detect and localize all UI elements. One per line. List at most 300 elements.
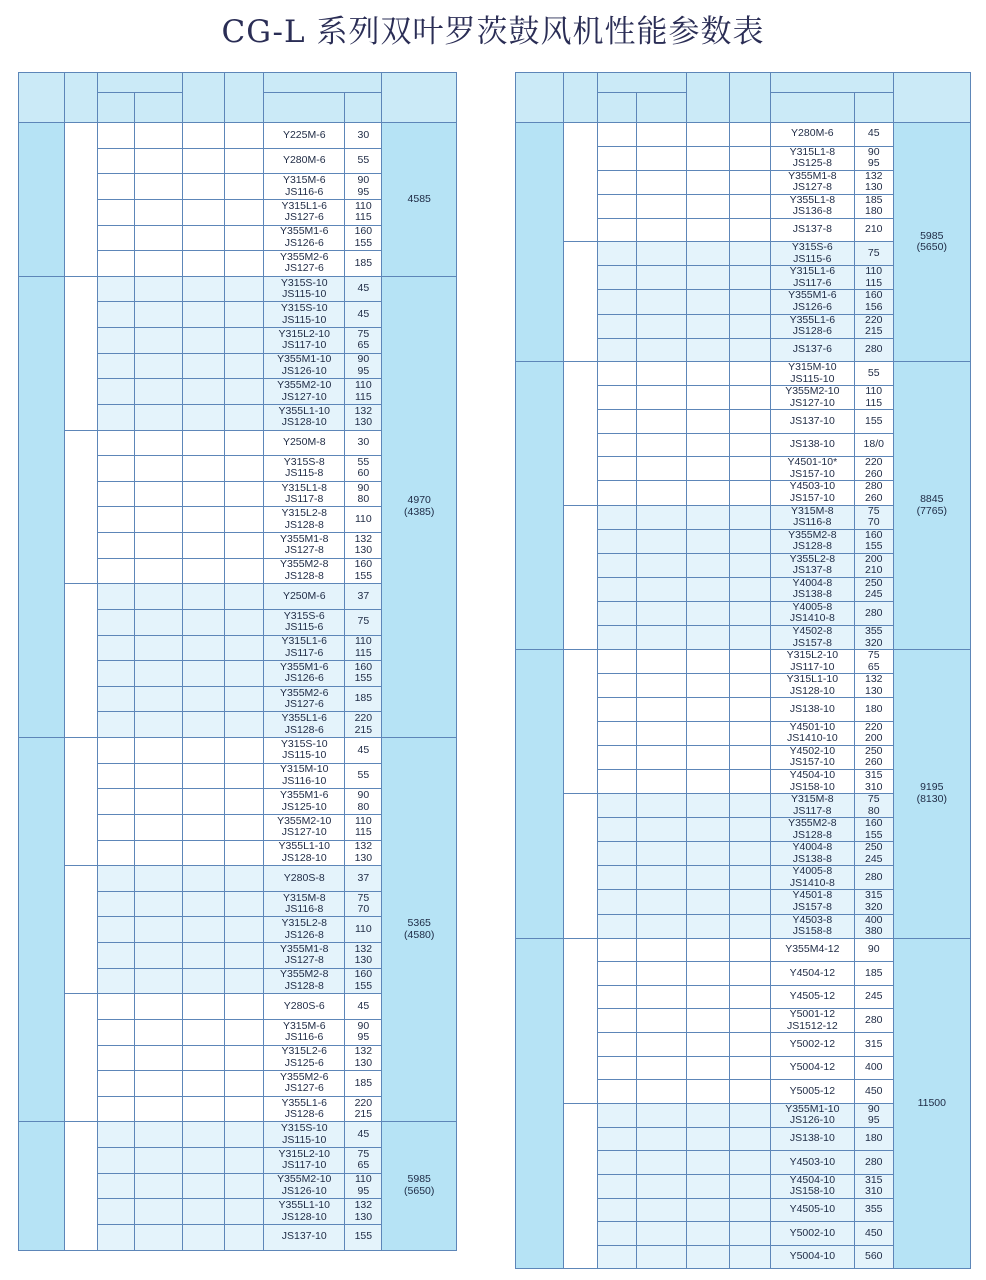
motor-power-cell	[854, 721, 893, 745]
cell-line: 280	[865, 1155, 883, 1168]
shaft-power-cell	[224, 994, 263, 1020]
shaft-power-cell	[729, 1080, 770, 1104]
flow-cell	[686, 938, 729, 962]
motor-model-cell	[770, 842, 854, 866]
motor-power-cell	[345, 199, 382, 225]
flow-cell	[686, 818, 729, 842]
cell-line: (5650)	[404, 1184, 435, 1197]
mmh2o-cell	[636, 938, 686, 962]
motor-power-cell	[854, 1222, 893, 1246]
cell-line: JS128-8	[792, 828, 832, 841]
cell-line: JS126-6	[792, 301, 832, 314]
cell-line: JS116-8	[285, 903, 324, 916]
flow-cell	[183, 1019, 225, 1045]
shaft-power-cell	[224, 225, 263, 251]
cell-line: Y4504-12	[789, 966, 836, 979]
flow-cell	[183, 661, 225, 687]
cell-line: Y355L1-6	[281, 712, 328, 725]
motor-model-cell	[770, 698, 854, 722]
motor-model-cell	[264, 661, 345, 687]
shaft-power-cell	[224, 430, 263, 456]
motor-model-cell	[264, 276, 345, 302]
shaft-power-cell	[224, 379, 263, 405]
mmh2o-cell	[636, 1080, 686, 1104]
cell-line: 90	[357, 174, 370, 187]
flow-cell	[183, 866, 225, 892]
cell-line: 45	[357, 282, 370, 295]
kpa-cell	[597, 698, 636, 722]
motor-power-cell	[345, 379, 382, 405]
kpa-cell	[597, 266, 636, 290]
kpa-cell	[97, 225, 134, 251]
motor-model-cell	[264, 866, 345, 892]
cell-line: JS127-10	[281, 390, 327, 403]
shaft-power-cell	[729, 1198, 770, 1222]
cell-line: 185	[354, 692, 373, 705]
motor-power-cell	[854, 1174, 893, 1198]
motor-model-cell	[770, 626, 854, 650]
shaft-power-cell	[224, 404, 263, 430]
mmh2o-cell	[636, 242, 686, 266]
mmh2o-cell	[135, 1173, 183, 1199]
cell-line: 160	[354, 660, 373, 673]
cell-line: 75	[357, 891, 370, 904]
cell-line: 115	[354, 646, 372, 659]
mmh2o-cell	[636, 794, 686, 818]
motor-power-cell	[345, 584, 382, 610]
mmh2o-cell	[135, 712, 183, 738]
flow-cell	[686, 626, 729, 650]
cell-line: JS158-10	[789, 1185, 835, 1198]
motor-model-cell	[264, 712, 345, 738]
cell-line: 115	[354, 826, 372, 839]
cell-line: 45	[357, 743, 370, 756]
mmh2o-cell	[636, 769, 686, 793]
cell-line: 280	[865, 871, 883, 884]
flow-cell	[686, 290, 729, 314]
kpa-cell	[97, 174, 134, 200]
shaft-power-cell	[224, 917, 263, 943]
cell-line: 155	[865, 828, 883, 841]
cell-line: JS116-6	[285, 1031, 324, 1044]
shaft-power-cell	[224, 1224, 263, 1250]
shaft-power-cell	[224, 558, 263, 584]
mmh2o-cell	[636, 290, 686, 314]
kpa-cell	[97, 891, 134, 917]
shaft-power-cell	[729, 938, 770, 962]
speed-cell	[64, 994, 97, 1122]
mmh2o-cell	[135, 533, 183, 559]
shaft-power-cell	[224, 1173, 263, 1199]
cell-line: Y315L2-10	[278, 327, 330, 340]
motor-model-cell	[770, 1127, 854, 1151]
cell-line: 130	[865, 181, 883, 194]
cell-line: 110	[354, 512, 372, 525]
mmh2o-cell	[636, 962, 686, 986]
cell-line: JS138-10	[789, 438, 835, 451]
motor-model-cell	[264, 840, 345, 866]
flow-cell	[686, 1127, 729, 1151]
mmh2o-cell	[636, 314, 686, 338]
cell-line: Y315M-8	[791, 793, 834, 806]
motor-model-cell	[264, 1045, 345, 1071]
mmh2o-cell	[636, 170, 686, 194]
motor-power-cell	[345, 481, 382, 507]
cell-line: JS126-10	[789, 1114, 835, 1127]
mmh2o-cell	[636, 481, 686, 505]
weight-cell	[893, 123, 970, 362]
motor-model-cell	[770, 170, 854, 194]
kpa-cell	[597, 170, 636, 194]
cell-line: 130	[865, 684, 883, 697]
cell-line: 220	[865, 456, 883, 469]
header-inlet-flow	[686, 73, 729, 123]
cell-line: Y315M-6	[282, 1019, 326, 1032]
shaft-power-cell	[224, 1045, 263, 1071]
mmh2o-cell	[135, 943, 183, 969]
cell-line: Y315L1-8	[789, 146, 836, 158]
cell-line: 30	[357, 128, 370, 141]
cell-line: 90	[867, 943, 880, 956]
speed-cell	[563, 938, 597, 1103]
shaft-power-cell	[729, 1245, 770, 1269]
cell-line: Y4505-12	[789, 990, 836, 1003]
motor-power-cell	[345, 302, 382, 328]
shaft-power-cell	[224, 712, 263, 738]
flow-cell	[686, 674, 729, 698]
cell-line: JS126-6	[284, 672, 324, 685]
cell-line: Y4501-8	[792, 889, 833, 902]
cell-line: 245	[865, 990, 883, 1003]
header-weight	[382, 73, 456, 123]
kpa-cell	[97, 1122, 134, 1148]
cell-line: 280	[865, 480, 883, 493]
speed-cell	[64, 584, 97, 738]
cell-line: Y4005-8	[792, 865, 833, 878]
flow-cell	[686, 1151, 729, 1175]
cell-line: Y355L1-10	[278, 840, 330, 853]
cell-line: JS128-6	[284, 1108, 324, 1121]
motor-power-cell	[345, 1148, 382, 1174]
kpa-cell	[97, 661, 134, 687]
motor-power-cell	[345, 1045, 382, 1071]
flow-cell	[686, 914, 729, 938]
cell-line: Y355M1-6	[280, 660, 329, 673]
motor-model-cell	[770, 433, 854, 457]
mmh2o-cell	[636, 818, 686, 842]
fan-model-cell	[516, 123, 564, 362]
mmh2o-cell	[636, 529, 686, 553]
shaft-power-cell	[729, 626, 770, 650]
kpa-cell	[597, 290, 636, 314]
shaft-power-cell	[224, 891, 263, 917]
cell-line: JS126-8	[284, 928, 324, 941]
motor-power-cell	[345, 609, 382, 635]
cell-line: Y4004-8	[792, 841, 833, 854]
motor-model-cell	[770, 1151, 854, 1175]
cell-line: 90	[867, 1103, 880, 1115]
cell-line: Y355M2-10	[277, 814, 332, 827]
motor-power-cell	[345, 276, 382, 302]
flow-cell	[686, 481, 729, 505]
cell-line: JS126-10	[281, 364, 327, 377]
cell-line: JS115-6	[793, 252, 832, 265]
cell-line: Y5002-10	[789, 1226, 836, 1239]
cell-line: JS117-6	[285, 646, 324, 659]
cell-line: Y315M-10	[280, 763, 329, 776]
cell-line: 4585	[407, 192, 431, 205]
cell-line: JS128-6	[284, 723, 324, 736]
mmh2o-cell	[135, 1045, 183, 1071]
kpa-cell	[97, 199, 134, 225]
shaft-power-cell	[224, 1148, 263, 1174]
cell-line: Y355M2-8	[788, 817, 837, 830]
cell-line: Y355M2-6	[280, 1070, 329, 1083]
shaft-power-cell	[224, 584, 263, 610]
kpa-cell	[97, 968, 134, 994]
cell-line: Y355M2-8	[788, 529, 837, 541]
mmh2o-cell	[636, 1056, 686, 1080]
kpa-cell	[597, 314, 636, 338]
shaft-power-cell	[729, 410, 770, 434]
kpa-cell	[597, 1198, 636, 1222]
mmh2o-cell	[636, 386, 686, 410]
mmh2o-cell	[135, 1199, 183, 1225]
flow-cell	[686, 1103, 729, 1127]
motor-model-cell	[770, 985, 854, 1009]
cell-line: JS137-8	[792, 223, 832, 236]
motor-model-cell	[770, 721, 854, 745]
cell-line: Y4501-10*	[787, 456, 838, 469]
kpa-cell	[597, 962, 636, 986]
flow-cell	[183, 1173, 225, 1199]
shaft-power-cell	[729, 314, 770, 338]
cell-line: 160	[354, 225, 373, 238]
motor-power-cell	[854, 1198, 893, 1222]
motor-model-cell	[264, 968, 345, 994]
cell-line: JS125-8	[792, 157, 832, 170]
motor-model-cell	[770, 481, 854, 505]
cell-line: JS128-10	[281, 1210, 327, 1223]
cell-line: 132	[354, 840, 373, 853]
kpa-cell	[97, 404, 134, 430]
flow-cell	[183, 1071, 225, 1097]
motor-power-cell	[854, 1127, 893, 1151]
header-inlet-flow	[183, 73, 225, 123]
cell-line: 5985	[407, 1173, 431, 1186]
kpa-cell	[97, 943, 134, 969]
cell-line: Y355L1-10	[278, 1199, 330, 1212]
shaft-power-cell	[224, 738, 263, 764]
motor-power-cell	[854, 362, 893, 386]
cell-line: 185	[865, 966, 883, 979]
mmh2o-cell	[636, 218, 686, 242]
flow-cell	[686, 1056, 729, 1080]
cell-line: JS117-8	[285, 493, 324, 506]
cell-line: 80	[357, 493, 370, 506]
motor-model-cell	[264, 507, 345, 533]
cell-line: JS128-10	[789, 684, 835, 697]
mmh2o-cell	[135, 199, 183, 225]
mmh2o-cell	[135, 635, 183, 661]
kpa-cell	[597, 1245, 636, 1269]
flow-cell	[183, 1045, 225, 1071]
flow-cell	[686, 721, 729, 745]
flow-cell	[183, 943, 225, 969]
mmh2o-cell	[135, 507, 183, 533]
kpa-cell	[97, 738, 134, 764]
motor-model-cell	[264, 635, 345, 661]
shaft-power-cell	[729, 577, 770, 601]
cell-line: Y315L1-6	[789, 265, 836, 278]
kpa-cell	[97, 507, 134, 533]
shaft-power-cell	[224, 1122, 263, 1148]
mmh2o-cell	[135, 789, 183, 815]
motor-model-cell	[770, 194, 854, 218]
shaft-power-cell	[729, 433, 770, 457]
cell-line: Y225M-6	[282, 128, 326, 141]
flow-cell	[686, 577, 729, 601]
cell-line: 320	[865, 900, 883, 913]
flow-cell	[183, 738, 225, 764]
motor-model-cell	[264, 379, 345, 405]
mmh2o-cell	[135, 174, 183, 200]
cell-line: Y315L1-8	[281, 481, 328, 494]
flow-cell	[686, 1080, 729, 1104]
flow-cell	[183, 199, 225, 225]
flow-cell	[686, 745, 729, 769]
cell-line: 37	[357, 871, 370, 884]
cell-line: 260	[865, 756, 883, 769]
kpa-cell	[97, 251, 134, 277]
mmh2o-cell	[636, 1127, 686, 1151]
cell-line: Y315S-10	[280, 276, 328, 289]
cell-line: 70	[867, 516, 880, 529]
motor-model-cell	[770, 505, 854, 529]
cell-line: 215	[865, 325, 883, 338]
kpa-cell	[97, 276, 134, 302]
cell-line: 185	[865, 194, 883, 206]
kpa-cell	[597, 577, 636, 601]
motor-power-cell	[854, 1033, 893, 1057]
shaft-power-cell	[224, 943, 263, 969]
flow-cell	[686, 650, 729, 674]
cell-line: 315	[865, 769, 883, 781]
cell-line: 250	[865, 745, 883, 757]
motor-power-cell	[345, 251, 382, 277]
flow-cell	[686, 386, 729, 410]
motor-model-cell	[770, 650, 854, 674]
shaft-power-cell	[224, 1071, 263, 1097]
flow-cell	[686, 1174, 729, 1198]
shaft-power-cell	[224, 276, 263, 302]
cell-line: Y315L2-8	[281, 917, 328, 930]
cell-line: Y4502-10	[789, 745, 836, 757]
flow-cell	[686, 553, 729, 577]
kpa-cell	[97, 789, 134, 815]
flow-cell	[183, 430, 225, 456]
mmh2o-cell	[636, 601, 686, 625]
motor-power-cell	[854, 938, 893, 962]
flow-cell	[183, 148, 225, 174]
motor-model-cell	[770, 1033, 854, 1057]
kpa-cell	[97, 456, 134, 482]
header-shaft-power	[729, 73, 770, 123]
motor-power-cell	[854, 890, 893, 914]
shaft-power-cell	[729, 481, 770, 505]
kpa-cell	[97, 302, 134, 328]
cell-line: 210	[865, 564, 883, 577]
cell-line: Y250M-8	[282, 436, 326, 449]
cell-line: 65	[357, 1159, 370, 1172]
mmh2o-cell	[636, 842, 686, 866]
cell-line: 400	[865, 1061, 883, 1074]
flow-cell	[183, 123, 225, 149]
weight-cell	[382, 276, 456, 737]
cell-line: JS115-8	[285, 467, 324, 480]
cell-line: 132	[354, 532, 373, 545]
kpa-cell	[97, 609, 134, 635]
cell-line: Y5005-12	[789, 1084, 836, 1097]
cell-line: Y355M2-6	[280, 686, 329, 699]
shaft-power-cell	[224, 1096, 263, 1122]
cell-line: JS138-8	[792, 852, 832, 865]
flow-cell	[686, 410, 729, 434]
cell-line: 95	[357, 1184, 370, 1197]
mmh2o-cell	[135, 353, 183, 379]
cell-line: Y355M1-6	[280, 225, 329, 238]
motor-model-cell	[264, 174, 345, 200]
mmh2o-cell	[636, 194, 686, 218]
flow-cell	[686, 218, 729, 242]
motor-power-cell	[345, 123, 382, 149]
cell-line: 70	[357, 903, 370, 916]
cell-line: 45	[357, 999, 370, 1012]
shaft-power-cell	[729, 842, 770, 866]
shaft-power-cell	[224, 1199, 263, 1225]
mmh2o-cell	[135, 891, 183, 917]
cell-line: JS116-6	[285, 185, 324, 198]
cell-line: Y4503-10	[789, 1155, 836, 1168]
cell-line: Y355M1-10	[785, 1103, 840, 1115]
kpa-cell	[597, 410, 636, 434]
shaft-power-cell	[729, 529, 770, 553]
motor-model-cell	[264, 199, 345, 225]
motor-model-cell	[770, 1056, 854, 1080]
flow-cell	[686, 242, 729, 266]
header-pressure	[597, 73, 686, 93]
table-row	[19, 123, 457, 149]
fan-model-cell	[516, 362, 564, 650]
header-shaft-power	[224, 73, 263, 123]
cell-line: 115	[354, 211, 372, 224]
cell-line: 200	[865, 553, 883, 565]
cell-line: JS117-6	[793, 276, 832, 289]
motor-model-cell	[770, 769, 854, 793]
motor-power-cell	[345, 917, 382, 943]
cell-line: JS127-8	[284, 954, 324, 967]
kpa-cell	[97, 763, 134, 789]
motor-model-cell	[264, 353, 345, 379]
cell-line: 132	[865, 673, 883, 686]
cell-line: JS127-8	[284, 544, 324, 557]
motor-power-cell	[854, 1056, 893, 1080]
cell-line: JS157-10	[789, 467, 835, 480]
cell-line: Y315S-6	[283, 609, 325, 622]
motor-power-cell	[854, 481, 893, 505]
motor-model-cell	[770, 410, 854, 434]
cell-line: 160	[354, 558, 373, 571]
